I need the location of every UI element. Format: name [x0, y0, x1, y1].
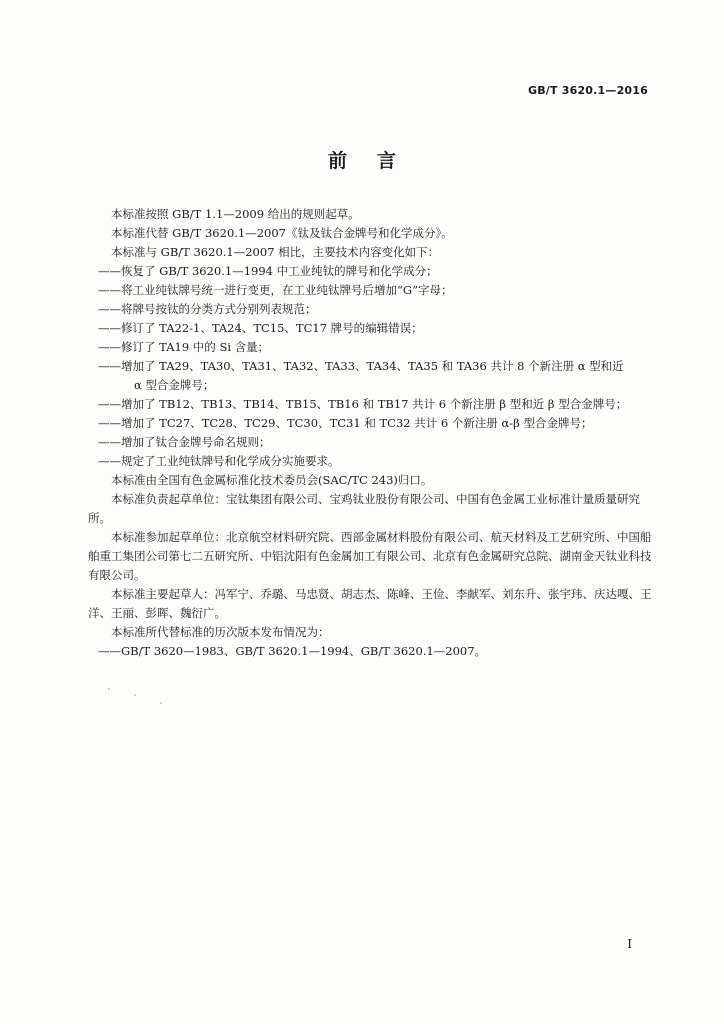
paragraph-text: 本标准与 GB/T 3620.1—2007 相比，主要技术内容变化如下：: [111, 245, 440, 259]
paragraph-text: ——规定了工业纯钛牌号和化学成分实施要求。: [98, 454, 340, 468]
paragraph-text: ——GB/T 3620—1983、GB/T 3620.1—1994、GB/T 3620.1—2007。: [98, 644, 487, 658]
preface-paragraph: [88, 490, 658, 528]
change-list-item: [88, 642, 658, 661]
paragraph-text: ——修订了 TA22-1、TA24、TC15、TC17 牌号的编辑错误；: [98, 321, 423, 335]
paragraph-text: 本标准按照 GB/T 1.1—2009 给出的规则起草。: [111, 207, 360, 221]
change-list-item: [88, 338, 658, 357]
preface-paragraph: [88, 224, 658, 243]
preface-body: [88, 205, 658, 661]
page-title: 前言: [327, 150, 426, 172]
paragraph-text: 本标准代替 GB/T 3620.1—2007《钛及钛合金牌号和化学成分》。: [111, 226, 453, 240]
change-list-item: [88, 357, 658, 395]
paragraph-text: 本标准负责起草单位：宝钛集团有限公司、宝鸡钛业股份有限公司、中国有色金属工业标准计量质量研究所。: [88, 492, 640, 525]
paragraph-continuation: α 型合金牌号；: [134, 378, 215, 392]
paragraph-text: ——增加了 TB12、TB13、TB14、TB15、TB16 和 TB17 共计 6 个新注册 β 型和近 β 型合金牌号；: [98, 397, 628, 411]
preface-paragraph: [88, 528, 658, 585]
preface-paragraph: [88, 243, 658, 262]
paragraph-text: ——将工业纯钛牌号统一进行变更，在工业纯钛牌号后增加“G”字母；: [98, 283, 453, 297]
change-list-item: [88, 262, 658, 281]
paragraph-text: ——修订了 TA19 中的 Si 含量；: [98, 340, 270, 354]
change-list-item: [88, 300, 658, 319]
paragraph-text: 本标准所代替标准的历次版本发布情况为：: [111, 625, 330, 639]
paragraph-text: ——增加了 TA29、TA30、TA31、TA32、TA33、TA34、TA35 和 TA36 共计 8 个新注册 α 型和近: [98, 359, 624, 373]
change-list-item: [88, 281, 658, 300]
page-number: I: [627, 937, 632, 951]
preface-paragraph: [88, 205, 658, 224]
paragraph-text: ——恢复了 GB/T 3620.1—1994 中工业纯钛的牌号和化学成分；: [98, 264, 438, 278]
paragraph-text: 本标准参加起草单位：北京航空材料研究院、西部金属材料股份有限公司、航天材料及工艺研究所、中国船舶重工集团公司第七二五研究所、中铝沈阳有色金属加工有限公司、北京有色金属研究总院、湖南金天钛业科技有限公司。: [88, 530, 652, 582]
change-list-item: [88, 433, 658, 452]
change-list-item: [88, 414, 658, 433]
change-list-item: [88, 319, 658, 338]
preface-paragraph: [88, 471, 658, 490]
preface-paragraph: [88, 585, 658, 623]
change-list-item: [88, 452, 658, 471]
standard-code-header: GB/T 3620.1—2016: [527, 84, 648, 97]
paragraph-text: ——将牌号按钛的分类方式分别列表规范；: [98, 302, 317, 316]
paragraph-text: 本标准主要起草人：冯军宁、乔璐、马忠贤、胡志杰、陈峰、王俭、李献军、刘东升、张宇玮、庆达嘎、王洋、王丽、彭晖、魏衍广。: [88, 587, 652, 620]
paragraph-text: 本标准由全国有色金属标准化技术委员会(SAC/TC 243)归口。: [111, 473, 433, 487]
scan-speck: [134, 694, 136, 696]
scan-speck: [108, 688, 110, 690]
change-list-item: [88, 395, 658, 414]
paragraph-text: ——增加了 TC27、TC28、TC29、TC30、TC31 和 TC32 共计 6 个新注册 α-β 型合金牌号；: [98, 416, 593, 430]
scan-speck: [160, 702, 162, 704]
preface-paragraph: [88, 623, 658, 642]
paragraph-text: ——增加了钛合金牌号命名规则；: [98, 435, 271, 449]
